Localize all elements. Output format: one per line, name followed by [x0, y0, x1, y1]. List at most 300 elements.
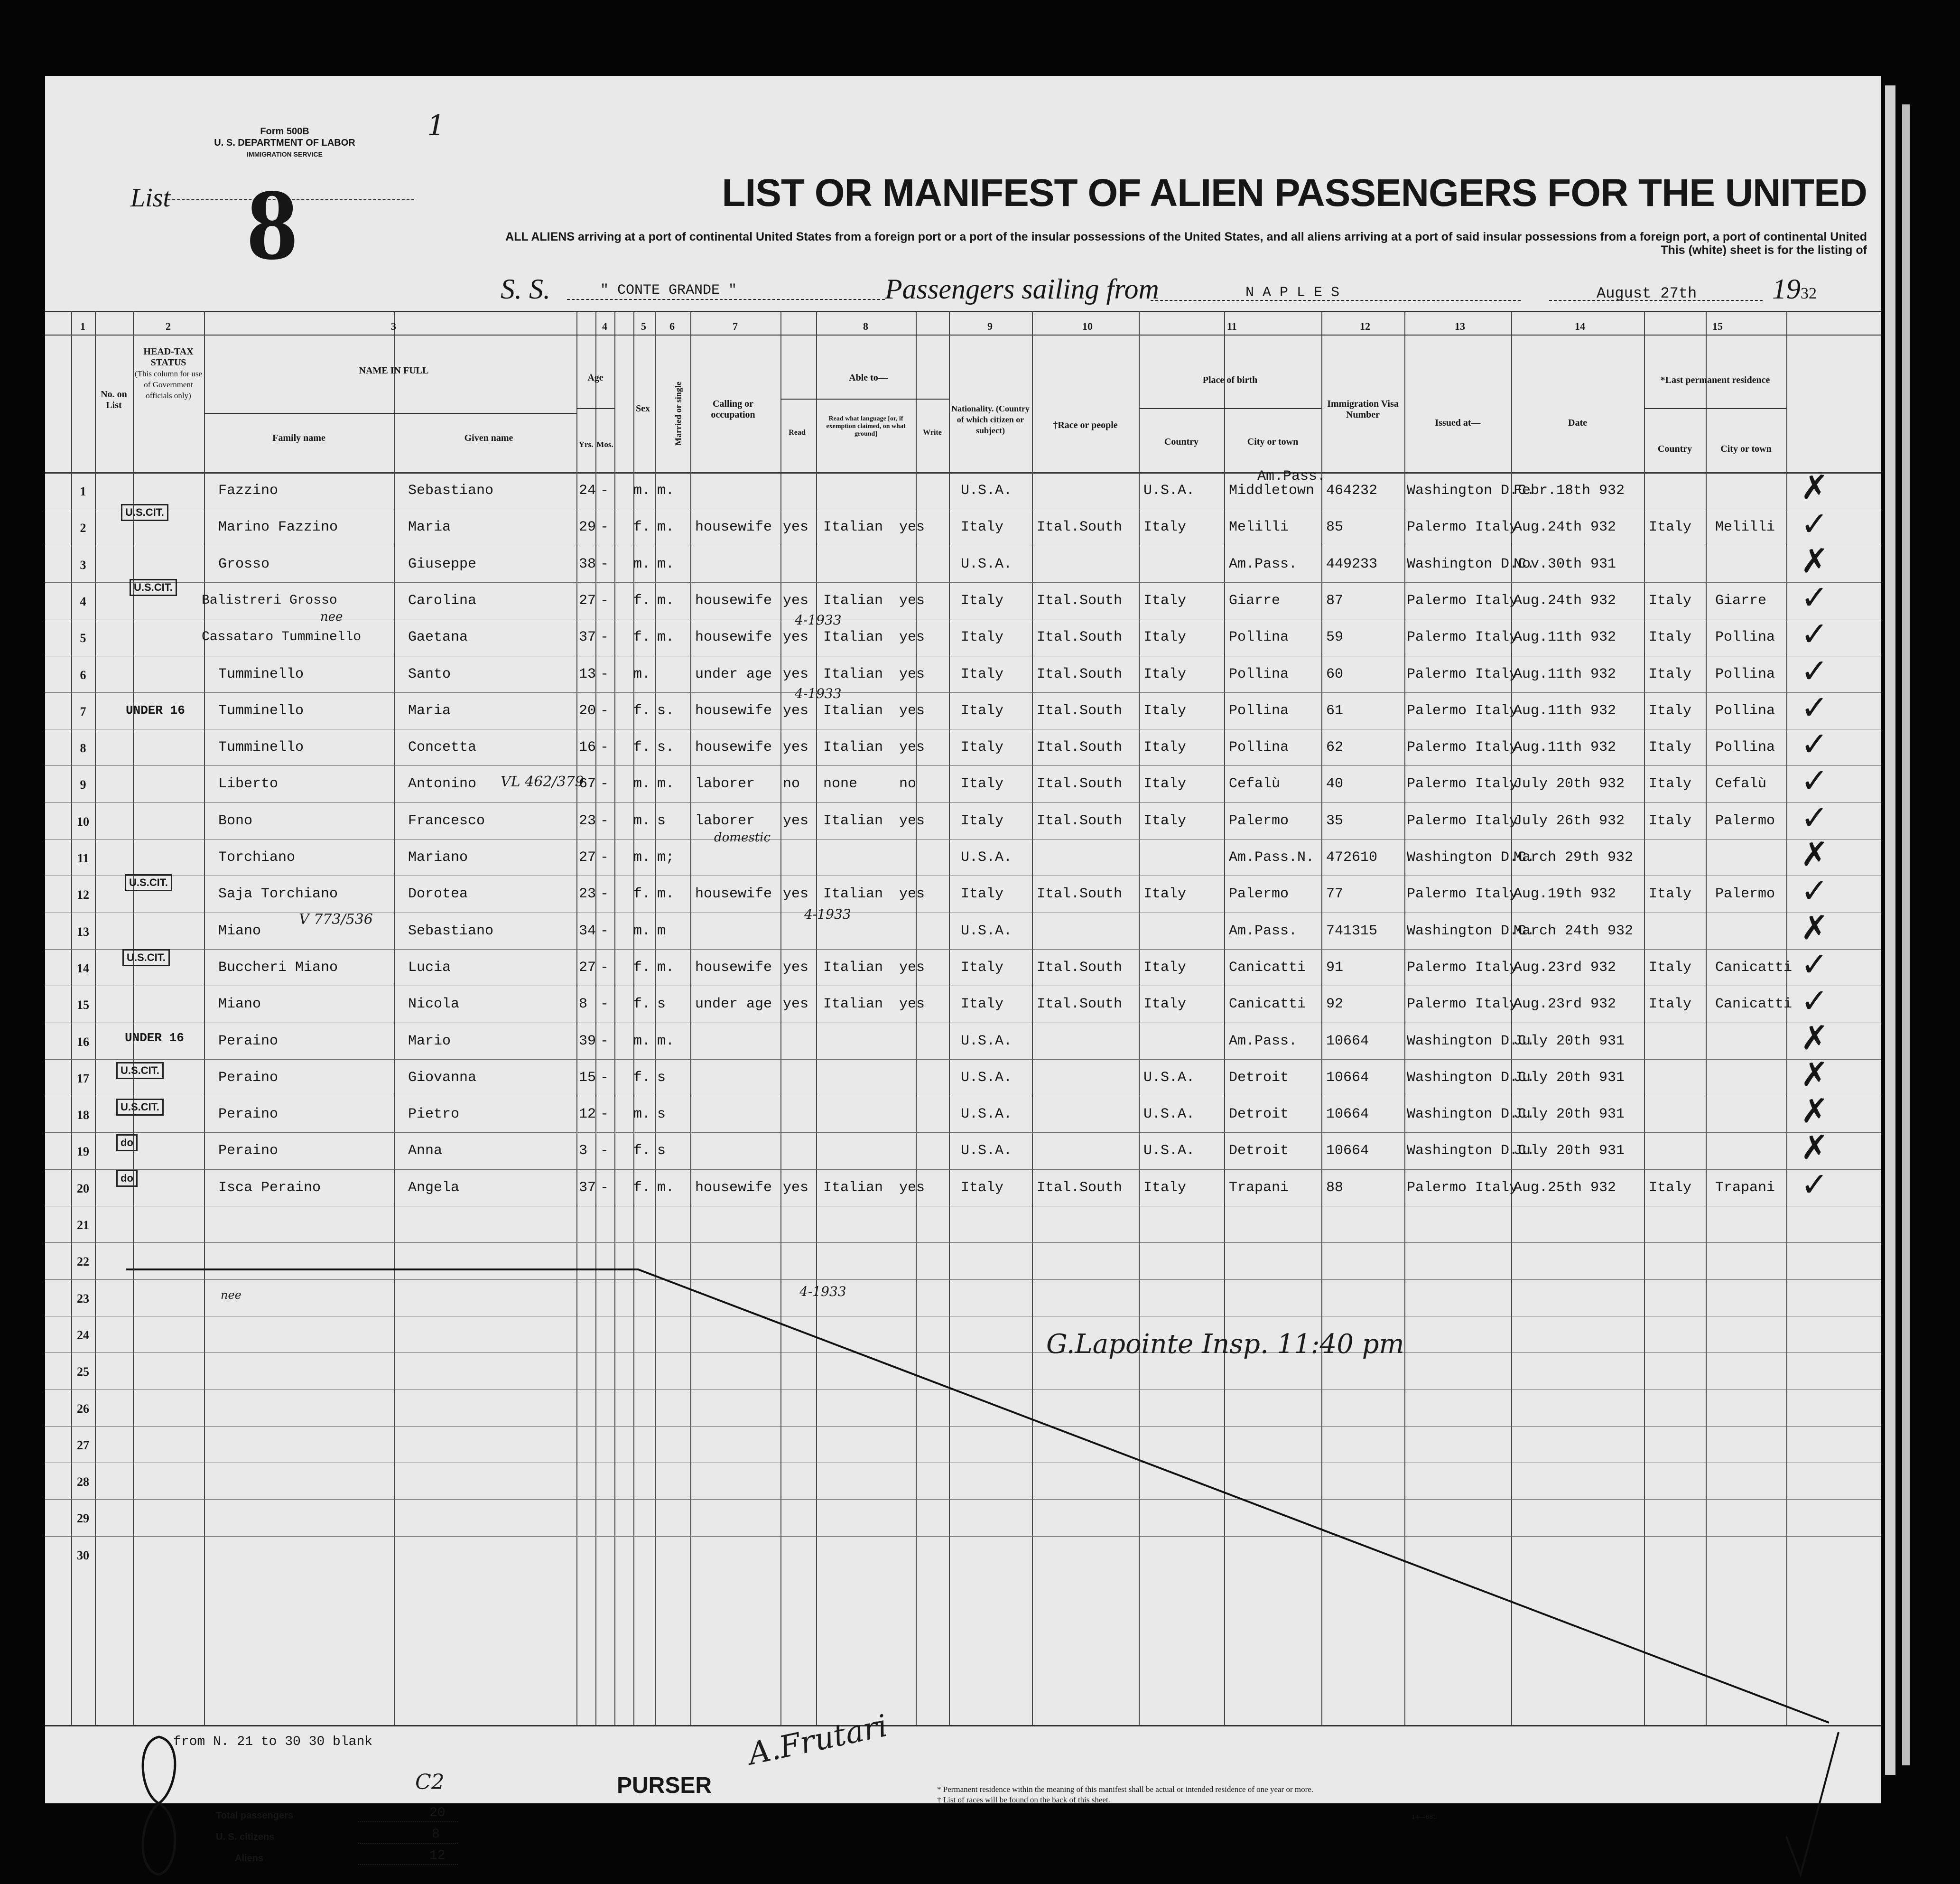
occupation: laborer	[695, 776, 755, 793]
visa-number: 464232	[1326, 483, 1378, 499]
can-read: no	[783, 776, 800, 793]
birth-city: Cefalù	[1229, 776, 1281, 793]
can-read: yes	[783, 996, 809, 1013]
residence-city: Canicatti	[1715, 959, 1793, 976]
marital-status: m.	[657, 959, 675, 976]
birth-country: Italy	[1143, 629, 1187, 646]
row-number: 11	[77, 851, 89, 865]
occupation: housewife	[695, 959, 772, 976]
given-name: Mariano	[408, 849, 468, 866]
birth-country: Italy	[1143, 812, 1187, 829]
sex: m.	[633, 1106, 651, 1123]
footnotes	[937, 1784, 1313, 1805]
hdr-last-residence: *Last permanent residence	[1660, 375, 1770, 385]
birth-city: Palermo	[1229, 886, 1289, 903]
birth-city: Trapani	[1229, 1179, 1289, 1196]
given-name: Mario	[408, 1033, 451, 1049]
row-number: 1	[80, 485, 86, 498]
age-years: 67	[579, 776, 596, 793]
visa-number: 77	[1326, 886, 1344, 903]
can-write: yes	[899, 812, 925, 829]
sex: f.	[633, 886, 651, 903]
issue-date: July 26th 932	[1514, 812, 1625, 829]
age-months: -	[600, 702, 609, 719]
literacy-date: 4-1933	[795, 612, 842, 628]
row-number: 21	[77, 1218, 89, 1232]
form-code: 14—681	[1412, 1813, 1437, 1820]
us-citizen-stamp: U.S.CIT.	[122, 949, 170, 966]
nationality: Italy	[961, 996, 1004, 1013]
can-write: yes	[899, 592, 925, 609]
birth-city: Detroit	[1229, 1106, 1289, 1123]
column-number: 13	[1455, 320, 1465, 332]
age-months: -	[600, 629, 609, 646]
under-16-stamp: UNDER 16	[125, 1031, 184, 1045]
row-number: 15	[77, 998, 89, 1012]
visa-number: 85	[1326, 519, 1344, 536]
nationality: Italy	[961, 519, 1004, 536]
nationality: Italy	[961, 959, 1004, 976]
read-language: Italian	[823, 812, 883, 829]
age-years: 23	[579, 886, 596, 903]
issue-date: Aug.24th 932	[1514, 519, 1616, 536]
hdr-calling: Calling or occupation	[711, 399, 755, 420]
row-number: 16	[77, 1035, 89, 1049]
dotted-line	[358, 1821, 458, 1822]
birth-country: Italy	[1143, 592, 1187, 609]
race: Ital.South	[1037, 996, 1123, 1013]
santo-note: VL 462/379	[501, 774, 584, 790]
check-mark: ✓	[1801, 798, 1829, 837]
blank-strike-line	[45, 76, 1881, 1803]
department: U. S. DEPARTMENT OF LABOR	[214, 138, 355, 148]
us-citizen-stamp: U.S.CIT.	[116, 1099, 164, 1116]
residence-country: Italy	[1649, 776, 1692, 793]
family-name: Cassataro Tumminello	[202, 630, 362, 645]
check-mark: ✓	[1801, 871, 1829, 911]
residence-country: Italy	[1649, 959, 1692, 976]
nationality: U.S.A.	[961, 1033, 1013, 1049]
family-name: Saja Torchiano	[218, 886, 338, 903]
purser-label: PURSER	[617, 1773, 712, 1798]
visa-number: 40	[1326, 776, 1344, 793]
marital-status: m.	[657, 886, 675, 903]
residence-city: Melilli	[1715, 519, 1775, 536]
family-name: Buccheri Miano	[218, 959, 338, 976]
birth-city: Pollina	[1229, 666, 1289, 682]
issued-at: Palermo Italy	[1407, 666, 1518, 682]
column-number: 3	[391, 320, 396, 332]
column-number: 1	[80, 320, 85, 332]
residence-country: Italy	[1649, 629, 1692, 646]
hdr-birth-country: Country	[1164, 437, 1199, 447]
birth-country: Italy	[1143, 702, 1187, 719]
family-name: Bono	[218, 812, 253, 829]
occupation: housewife	[695, 1179, 772, 1196]
check-mark: ✗	[1801, 1091, 1829, 1131]
check-mark: ✓	[1801, 981, 1829, 1021]
can-read: yes	[783, 959, 809, 976]
hdr-res-country: Country	[1657, 444, 1692, 454]
birth-city: Canicatti	[1229, 959, 1306, 976]
hdr-read-language: Read what language [or, if exemption claimed, on what ground]	[826, 415, 906, 438]
row-number: 28	[77, 1475, 89, 1489]
age-years: 39	[579, 1033, 596, 1049]
age-months: -	[600, 959, 609, 976]
family-name: Tumminello	[218, 702, 304, 719]
marital-status: m;	[657, 849, 675, 866]
row-number: 26	[77, 1401, 89, 1416]
visa-number: 741315	[1326, 923, 1378, 939]
residence-country: Italy	[1649, 666, 1692, 682]
birth-city: Detroit	[1229, 1143, 1289, 1159]
hdr-married: Married or single	[673, 382, 683, 446]
marital-status: m	[657, 923, 666, 939]
issued-at: Palermo Italy	[1407, 702, 1518, 719]
sex: f.	[633, 1143, 651, 1159]
check-mark: ✓	[1801, 578, 1829, 617]
hdr-age: Age	[587, 373, 604, 383]
issue-date: March 29th 932	[1514, 849, 1634, 866]
marital-status: m.	[657, 483, 675, 499]
issued-at: Palermo Italy	[1407, 959, 1518, 976]
age-years: 27	[579, 592, 596, 609]
can-write: yes	[899, 1179, 925, 1196]
given-name: Concetta	[408, 739, 477, 756]
issue-date: Aug.11th 932	[1514, 666, 1616, 682]
total-passengers: 20	[429, 1806, 446, 1820]
race: Ital.South	[1037, 776, 1123, 793]
read-language: Italian	[823, 629, 883, 646]
residence-city: Pollina	[1715, 702, 1775, 719]
residence-country: Italy	[1649, 592, 1692, 609]
issued-at: Washington D.C.	[1407, 1033, 1535, 1049]
birth-city: Pollina	[1229, 702, 1289, 719]
sex: m.	[633, 776, 651, 793]
row-number: 4	[80, 594, 86, 608]
form-number: Form 500B	[260, 126, 309, 137]
issued-at: Washington D.C.	[1407, 923, 1535, 939]
corner-check-mark	[1782, 1727, 1843, 1884]
row-number: 27	[77, 1438, 89, 1452]
given-name: Sebastiano	[408, 483, 494, 499]
issued-at: Washington D.C.	[1407, 849, 1535, 866]
under-16-stamp: UNDER 16	[126, 703, 185, 718]
column-number: 15	[1712, 320, 1723, 332]
residence-city: Pollina	[1715, 666, 1775, 682]
residence-country: Italy	[1649, 1179, 1692, 1196]
age-years: 27	[579, 959, 596, 976]
ss-label: S. S.	[501, 273, 550, 305]
nee-note: nee	[221, 1288, 242, 1302]
list-number: 8	[247, 168, 298, 281]
issued-at: Palermo Italy	[1407, 1179, 1518, 1196]
hdr-issued-at: Issued at—	[1435, 418, 1481, 428]
subtitle-line-2: This (white) sheet is for the listing of	[1661, 243, 1867, 257]
can-write: yes	[899, 739, 925, 756]
given-name: Nicola	[408, 996, 460, 1013]
issued-at: Palermo Italy	[1407, 996, 1518, 1013]
nationality: U.S.A.	[961, 556, 1013, 572]
sailing-label: Passengers sailing from	[885, 273, 1159, 305]
ship-name: " CONTE GRANDE "	[600, 282, 737, 298]
family-name: Tumminello	[218, 666, 304, 682]
given-name: Anna	[408, 1143, 443, 1159]
birth-city: Palermo	[1229, 812, 1289, 829]
family-name: Fazzino	[218, 483, 279, 499]
issue-date: Nov.30th 931	[1514, 556, 1616, 572]
sailing-date: August 27th	[1597, 285, 1697, 302]
nationality: U.S.A.	[961, 849, 1013, 866]
us-citizen-stamp: U.S.CIT.	[130, 579, 177, 596]
sex: m.	[633, 666, 651, 682]
row-number: 25	[77, 1365, 89, 1379]
visa-number: 60	[1326, 666, 1344, 682]
hdr-birth-city: City or town	[1247, 437, 1299, 447]
birth-country: U.S.A.	[1143, 1069, 1195, 1086]
nationality: Italy	[961, 1179, 1004, 1196]
can-write: yes	[899, 629, 925, 646]
row-number: 20	[77, 1181, 89, 1195]
marital-status: m.	[657, 1033, 675, 1049]
row-number: 12	[77, 888, 89, 902]
can-write: yes	[899, 886, 925, 903]
visa-number: 35	[1326, 812, 1344, 829]
read-language: Italian	[823, 1179, 883, 1196]
can-read: yes	[783, 812, 809, 829]
check-mark: ✓	[1801, 761, 1829, 801]
column-number: 7	[733, 320, 738, 332]
occupation: housewife	[695, 739, 772, 756]
marital-status: s.	[657, 739, 675, 756]
issue-date: Aug.23rd 932	[1514, 996, 1616, 1013]
residence-country: Italy	[1649, 739, 1692, 756]
column-number: 4	[602, 320, 607, 332]
issued-at: Washington D.C.	[1407, 1106, 1535, 1123]
read-language: none	[823, 776, 858, 793]
race: Ital.South	[1037, 666, 1123, 682]
service: IMMIGRATION SERVICE	[247, 150, 323, 158]
issued-at: Washington D.C.	[1407, 556, 1535, 572]
birth-city: Middletown	[1229, 483, 1315, 499]
given-name: Lucia	[408, 959, 451, 976]
birth-country: U.S.A.	[1143, 483, 1195, 499]
hdr-write: Write	[923, 429, 942, 437]
check-mark: ✗	[1801, 1054, 1829, 1094]
birth-country: Italy	[1143, 959, 1187, 976]
nationality: Italy	[961, 629, 1004, 646]
race: Ital.South	[1037, 739, 1123, 756]
check-mark: ✗	[1801, 1128, 1829, 1167]
visa-note: Am.Pass.	[1257, 468, 1326, 485]
issued-at: Palermo Italy	[1407, 629, 1518, 646]
family-name: Miano	[218, 923, 261, 939]
issue-date: Aug.19th 932	[1514, 886, 1616, 903]
issue-date: Aug.11th 932	[1514, 702, 1616, 719]
issue-date: July 20th 931	[1514, 1069, 1625, 1086]
birth-country: Italy	[1143, 739, 1187, 756]
hdr-family-name: Family name	[272, 433, 325, 443]
issued-at: Palermo Italy	[1407, 812, 1518, 829]
given-name: Giuseppe	[408, 556, 477, 572]
residence-country: Italy	[1649, 519, 1692, 536]
given-name: Maria	[408, 519, 451, 536]
issue-date: July 20th 931	[1514, 1106, 1625, 1123]
check-mark: ✓	[1801, 688, 1829, 727]
age-months: -	[600, 776, 609, 793]
can-write: yes	[899, 702, 925, 719]
column-number: 10	[1082, 320, 1093, 332]
check-mark: ✗	[1801, 468, 1829, 507]
issue-date: July 20th 931	[1514, 1143, 1625, 1159]
birth-city: Giarre	[1229, 592, 1281, 609]
visa-number: 87	[1326, 592, 1344, 609]
read-language: Italian	[823, 702, 883, 719]
can-read: yes	[783, 702, 809, 719]
occupation: housewife	[695, 702, 772, 719]
check-mark: ✓	[1801, 504, 1829, 544]
age-months: -	[600, 812, 609, 829]
hdr-name-in-full: NAME IN FULL	[359, 365, 429, 376]
literacy-date: 4-1933	[799, 1284, 846, 1299]
race: Ital.South	[1037, 702, 1123, 719]
footnote-residence: * Permanent residence within the meaning of this manifest shall be actual or intended residence of one year or more.	[937, 1785, 1314, 1794]
row-number: 19	[77, 1145, 89, 1159]
can-write: yes	[899, 519, 925, 536]
sex: f.	[633, 1179, 651, 1196]
column-number: 14	[1575, 320, 1585, 332]
given-name: Santo	[408, 666, 451, 682]
list-label: List	[130, 183, 171, 213]
hdr-sex: Sex	[636, 403, 650, 414]
marital-status: s.	[657, 702, 675, 719]
age-years: 3	[579, 1143, 588, 1159]
birth-city: Am.Pass.N.	[1229, 849, 1315, 866]
birth-city: Melilli	[1229, 519, 1289, 536]
check-mark: ✓	[1801, 651, 1829, 690]
family-name: Peraino	[218, 1106, 279, 1123]
family-name: Peraino	[218, 1143, 279, 1159]
marital-status: s	[657, 1106, 666, 1123]
year-prefix: 19	[1772, 273, 1801, 305]
can-read: yes	[783, 739, 809, 756]
check-mark: ✗	[1801, 908, 1829, 947]
family-name: Peraino	[218, 1069, 279, 1086]
check-mark: ✓	[1801, 1165, 1829, 1204]
occupation: housewife	[695, 886, 772, 903]
sex: m.	[633, 483, 651, 499]
row-number: 3	[80, 558, 86, 572]
age-months: -	[600, 592, 609, 609]
issue-date: July 20th 932	[1514, 776, 1625, 793]
issue-date: Aug.24th 932	[1514, 592, 1616, 609]
given-name: Pietro	[408, 1106, 460, 1123]
liberto-note: V 773/536	[299, 911, 373, 928]
issued-at: Palermo Italy	[1407, 592, 1518, 609]
age-months: -	[600, 1033, 609, 1049]
birth-country: Italy	[1143, 776, 1187, 793]
marital-status: m.	[657, 1179, 675, 1196]
sex: m.	[633, 849, 651, 866]
hdr-mos: Mos.	[596, 440, 613, 449]
do-stamp: do	[116, 1134, 138, 1151]
hdr-nationality: Nationality. (Country of which citizen or subject)	[951, 404, 1030, 435]
family-name: Grosso	[218, 556, 270, 572]
check-mark: ✗	[1801, 835, 1829, 874]
given-name: Carolina	[408, 592, 477, 609]
can-write: yes	[899, 666, 925, 682]
row-number: 10	[77, 814, 89, 829]
issued-at: Palermo Italy	[1407, 739, 1518, 756]
us-citizen-stamp: U.S.CIT.	[121, 504, 168, 521]
can-read: yes	[783, 1179, 809, 1196]
age-years: 38	[579, 556, 596, 572]
family-name: Balistreri Grosso	[202, 593, 337, 608]
visa-number: 449233	[1326, 556, 1378, 572]
race: Ital.South	[1037, 629, 1123, 646]
race: Ital.South	[1037, 959, 1123, 976]
age-years: 16	[579, 739, 596, 756]
age-months: -	[600, 886, 609, 903]
nationality: Italy	[961, 812, 1004, 829]
sex: f.	[633, 996, 651, 1013]
total-passengers-label: Total passengers	[216, 1810, 294, 1821]
read-language: Italian	[823, 739, 883, 756]
age-months: -	[600, 739, 609, 756]
marital-status: s	[657, 1143, 666, 1159]
visa-number: 10664	[1326, 1033, 1369, 1049]
birth-city: Detroit	[1229, 1069, 1289, 1086]
issued-at: Washington D.C.	[1407, 1143, 1535, 1159]
sex: m.	[633, 812, 651, 829]
given-name: Giovanna	[408, 1069, 477, 1086]
family-name: Torchiano	[218, 849, 296, 866]
age-years: 12	[579, 1106, 596, 1123]
age-years: 29	[579, 519, 596, 536]
row-number: 24	[77, 1328, 89, 1342]
check-mark: ✗	[1801, 541, 1829, 580]
c2-note: C2	[415, 1770, 445, 1794]
year-suffix: 32	[1801, 285, 1817, 302]
sex: f.	[633, 592, 651, 609]
check-mark: ✓	[1801, 615, 1829, 654]
hdr-given-name: Given name	[464, 433, 513, 443]
hdr-head-tax-note: (This column for use of Government officials only)	[134, 369, 203, 400]
hdr-race: †Race or people	[1053, 420, 1118, 430]
age-years: 23	[579, 812, 596, 829]
nationality: Italy	[961, 702, 1004, 719]
column-number: 11	[1227, 320, 1237, 332]
given-name: Maria	[408, 702, 451, 719]
inspector-signature: G.Lapointe Insp. 11:40 pm	[1046, 1329, 1404, 1360]
row-number: 5	[80, 631, 86, 645]
issue-date: Aug.11th 932	[1514, 739, 1616, 756]
page-title: LIST OR MANIFEST OF ALIEN PASSENGERS FOR THE UNITED	[722, 171, 1867, 215]
nationality: Italy	[961, 739, 1004, 756]
row-number: 18	[77, 1108, 89, 1122]
occupation: housewife	[695, 629, 772, 646]
us-citizen-stamp: U.S.CIT.	[116, 1062, 164, 1079]
manifest-sheet	[45, 76, 1881, 1864]
race: Ital.South	[1037, 1179, 1123, 1196]
residence-city: Cefalù	[1715, 776, 1767, 793]
column-number: 5	[641, 320, 646, 332]
nationality: U.S.A.	[961, 923, 1013, 939]
residence-city: Giarre	[1715, 592, 1767, 609]
aliens-label: Aliens	[235, 1853, 264, 1864]
occupation: under age	[695, 996, 772, 1013]
marital-status: m.	[657, 629, 675, 646]
